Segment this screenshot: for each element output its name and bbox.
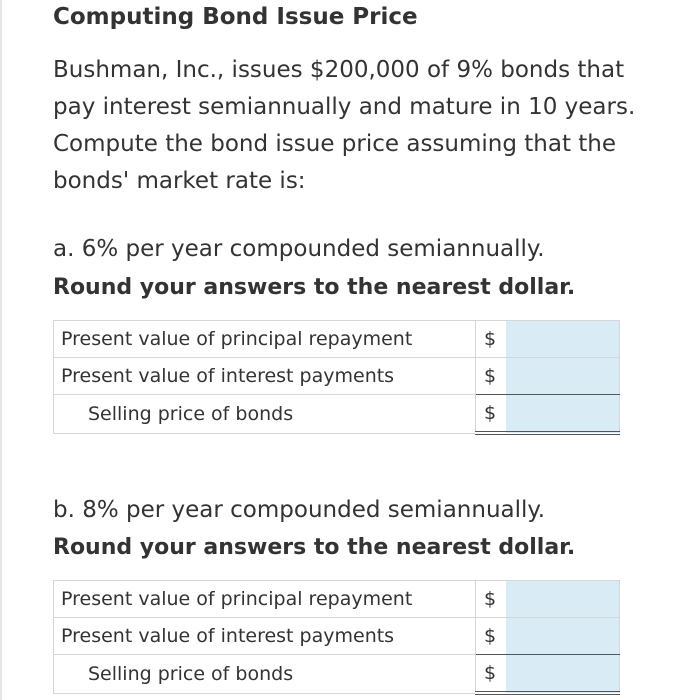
table-row xyxy=(54,395,620,434)
pv-interest-input-a[interactable] xyxy=(506,358,623,394)
left-border xyxy=(0,0,2,700)
part-a-label: a. 6% per year compounded semiannually. xyxy=(53,236,545,262)
question-title: Computing Bond Issue Price xyxy=(53,4,418,30)
part-b-table xyxy=(53,580,620,695)
table-row xyxy=(54,655,620,694)
currency-symbol: $ xyxy=(476,395,507,434)
table-row xyxy=(54,581,620,618)
currency-symbol: $ xyxy=(476,358,507,395)
currency-symbol: $ xyxy=(476,581,507,618)
row-label: Present value of interest payments xyxy=(54,618,476,655)
table-row xyxy=(54,618,620,655)
table-row xyxy=(54,358,620,395)
question-intro: Bushman, Inc., issues $200,000 of 9% bonds that pay interest semiannually and mature in 10 years. Compute the bond issue price assuming that the bonds' market rate is: xyxy=(53,57,636,194)
currency-symbol: $ xyxy=(476,321,507,358)
pv-interest-input-b[interactable] xyxy=(506,618,623,654)
currency-symbol: $ xyxy=(476,655,507,694)
currency-symbol: $ xyxy=(476,618,507,655)
pv-principal-input-b[interactable] xyxy=(506,581,623,617)
row-label: Selling price of bonds xyxy=(54,395,476,434)
part-b-label: b. 8% per year compounded semiannually. xyxy=(53,497,546,523)
part-a-table xyxy=(53,320,620,435)
row-label: Present value of interest payments xyxy=(54,358,476,395)
row-label: Present value of principal repayment xyxy=(54,581,476,618)
pv-principal-input-a[interactable] xyxy=(506,321,623,357)
row-label: Present value of principal repayment xyxy=(54,321,476,358)
part-a-instruction: Round your answers to the nearest dollar. xyxy=(53,275,576,300)
selling-price-input-b[interactable] xyxy=(506,655,623,691)
selling-price-input-a[interactable] xyxy=(506,395,623,431)
table-row xyxy=(54,321,620,358)
part-b-instruction: Round your answers to the nearest dollar. xyxy=(53,535,576,560)
row-label: Selling price of bonds xyxy=(54,655,476,694)
